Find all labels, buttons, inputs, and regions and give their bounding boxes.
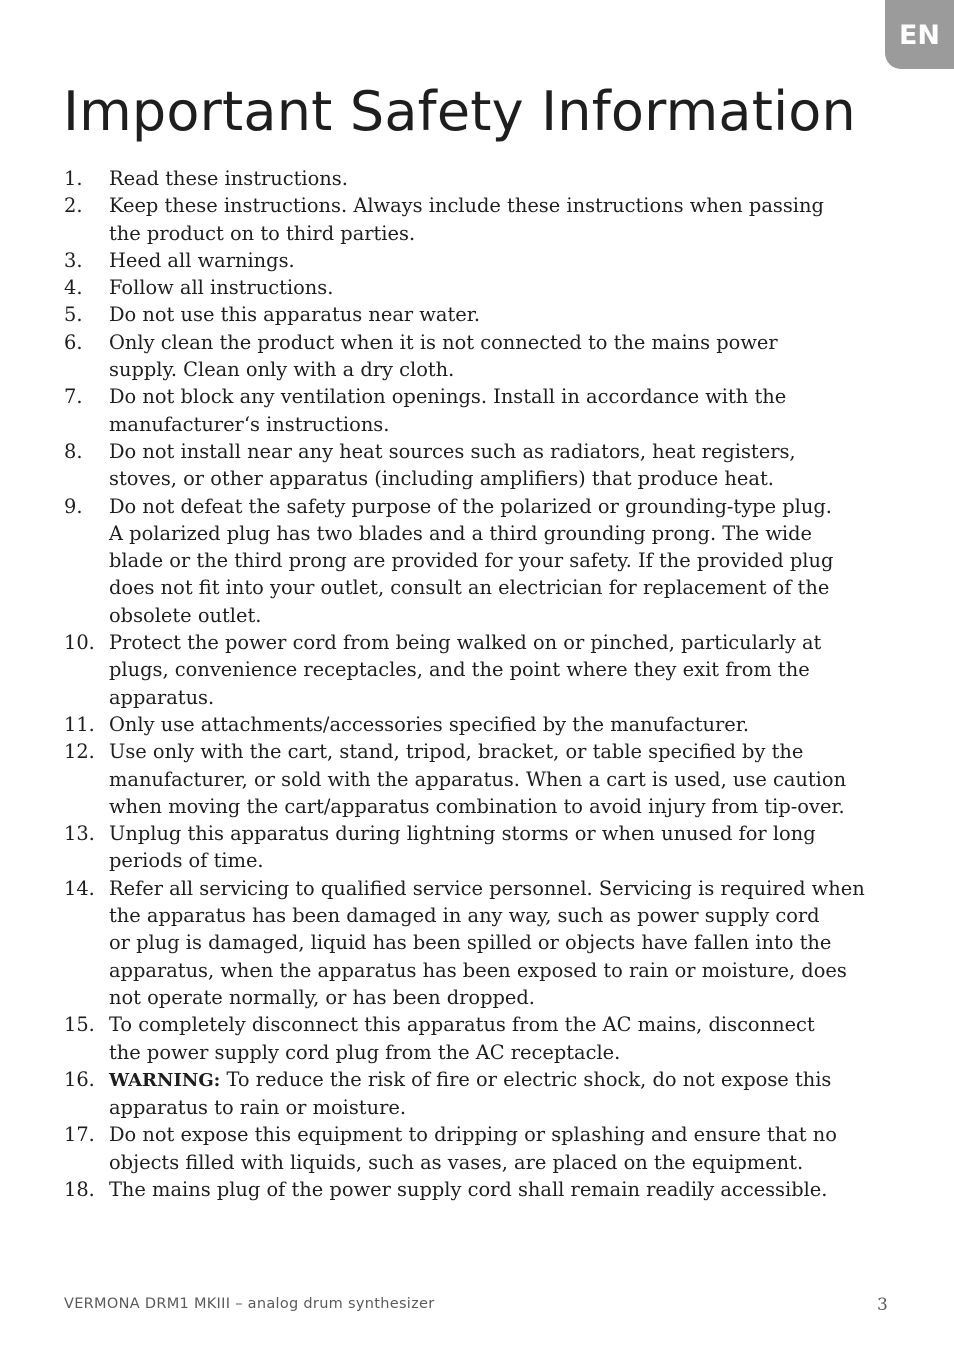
- list-item-number: 6.: [64, 330, 83, 354]
- list-item-text: Heed all warnings.: [109, 248, 295, 272]
- list-item-text: Refer all servicing to qualified service personnel. Servicing is required when the apparatus has been damaged in any way, such as power supply cord or plug is damaged, liquid has been spilled or objects have fallen into the apparatus, when the apparatus has been exposed to rain or moisture, does not operate normally, or has been dropped.: [109, 876, 865, 1009]
- list-item-text-block: [109, 1176, 874, 1203]
- list-item-text-block: [109, 738, 874, 820]
- list-item-text: Do not expose this equipment to dripping or splashing and ensure that no objects filled with liquids, such as vases, are placed on the equipment.: [109, 1123, 837, 1174]
- list-item-text-block: [109, 875, 874, 1011]
- list-item-text-block: [109, 192, 874, 247]
- list-item-text-block: [109, 274, 874, 301]
- list-item-text-block: [109, 711, 874, 738]
- list-item-text-block: [109, 165, 874, 192]
- list-item-text: Do not defeat the safety purpose of the polarized or grounding-type plug. A polarized plug has two blades and a third grounding prong. The wide blade or the third prong are provided for your safety. If the provided plug does not fit into your outlet, consult an electrician for replacement of the obsolete outlet.: [109, 494, 834, 627]
- list-item-text-block: [109, 247, 874, 274]
- list-item-text: Only clean the product when it is not connected to the mains power supply. Clean only with a dry cloth.: [109, 330, 778, 382]
- list-item-text-block: [109, 329, 874, 384]
- list-item: [64, 629, 874, 711]
- list-item-text: Use only with the cart, stand, tripod, bracket, or table specified by the manufacturer, or sold with the apparatus. When a cart is used, use caution when moving the cart/apparatus combination to avoid injury from tip-over.: [109, 740, 847, 818]
- list-item: [64, 1066, 874, 1122]
- list-item: [64, 875, 874, 1011]
- list-item-text: Do not install near any heat sources such as radiators, heat registers, stoves, or other apparatus (including amplifiers) that produce heat.: [109, 439, 796, 491]
- list-item-text-block: [109, 301, 874, 328]
- list-item-text: To reduce the risk of fire or electric shock, do not expose this apparatus to rain or moisture.: [109, 1067, 832, 1120]
- safety-instructions-list: [64, 165, 874, 1203]
- list-item: [64, 738, 874, 820]
- warning-label: WARNING:: [109, 1069, 221, 1091]
- list-item-text-block: [109, 1011, 874, 1066]
- list-item-text: Do not use this apparatus near water.: [109, 303, 481, 327]
- list-item: [64, 1121, 874, 1176]
- list-item: [64, 301, 874, 328]
- list-item: [64, 247, 874, 274]
- list-item-text: Read these instructions.: [109, 167, 348, 190]
- list-item-number: 16.: [64, 1067, 95, 1091]
- list-item-text-block: [109, 493, 874, 629]
- list-item-number: 14.: [64, 876, 95, 900]
- list-item: [64, 1011, 874, 1066]
- list-item-text: Only use attachments/accessories specified by the manufacturer.: [109, 712, 750, 736]
- list-item: [64, 329, 874, 384]
- page-number: 3: [877, 1295, 888, 1315]
- list-item: [64, 438, 874, 493]
- list-item-text: Protect the power cord from being walked on or pinched, particularly at plugs, convenience receptacles, and the point where they exit from the apparatus.: [109, 631, 822, 709]
- list-item: [64, 711, 874, 738]
- list-item-text: The mains plug of the power supply cord shall remain readily accessible.: [109, 1177, 828, 1201]
- list-item-number: 12.: [64, 740, 95, 764]
- list-item-text-block: [109, 1121, 874, 1176]
- list-item-text: Do not block any ventilation openings. Install in accordance with the manufacturer‘s instructions.: [109, 385, 787, 436]
- list-item-number: 2.: [64, 194, 83, 218]
- list-item-text-block: [109, 629, 874, 711]
- list-item-number: 3.: [64, 248, 83, 272]
- list-item-text: Unplug this apparatus during lightning storms or when unused for long periods of time.: [109, 822, 816, 873]
- list-item-number: 17.: [64, 1123, 95, 1147]
- list-item-text-block: [109, 820, 874, 875]
- list-item-text: To completely disconnect this apparatus from the AC mains, disconnect the power supply cord plug from the AC receptacle.: [109, 1013, 815, 1064]
- list-item: [64, 1176, 874, 1203]
- list-item-text-block: [109, 438, 874, 493]
- list-item-number: 4.: [64, 276, 83, 300]
- list-item-number: 18.: [64, 1177, 95, 1201]
- list-item-number: 10.: [64, 631, 95, 655]
- list-item-text: Follow all instructions.: [109, 276, 334, 300]
- list-item: [64, 192, 874, 247]
- list-item-number: 15.: [64, 1013, 95, 1037]
- list-item-number: 8.: [64, 439, 83, 463]
- list-item-number: 13.: [64, 822, 95, 846]
- list-item: [64, 820, 874, 875]
- language-tab: EN: [885, 0, 954, 69]
- list-item-number: 1.: [64, 167, 83, 190]
- page-title: Important Safety Information: [63, 80, 856, 143]
- list-item: [64, 165, 874, 192]
- list-item-number: 11.: [64, 712, 95, 736]
- list-item-number: 9.: [64, 494, 83, 518]
- list-item-text-block: [109, 1066, 874, 1122]
- list-item-number: 5.: [64, 303, 83, 327]
- list-item-text-block: [109, 383, 874, 438]
- list-item: [64, 493, 874, 629]
- list-item: [64, 274, 874, 301]
- list-item-text: Keep these instructions. Always include these instructions when passing the product on to third parties.: [109, 194, 824, 245]
- list-item: [64, 383, 874, 438]
- footer-product-name: VERMONA DRM1 MKIII – analog drum synthesizer: [64, 1296, 435, 1312]
- list-item-number: 7.: [64, 385, 83, 409]
